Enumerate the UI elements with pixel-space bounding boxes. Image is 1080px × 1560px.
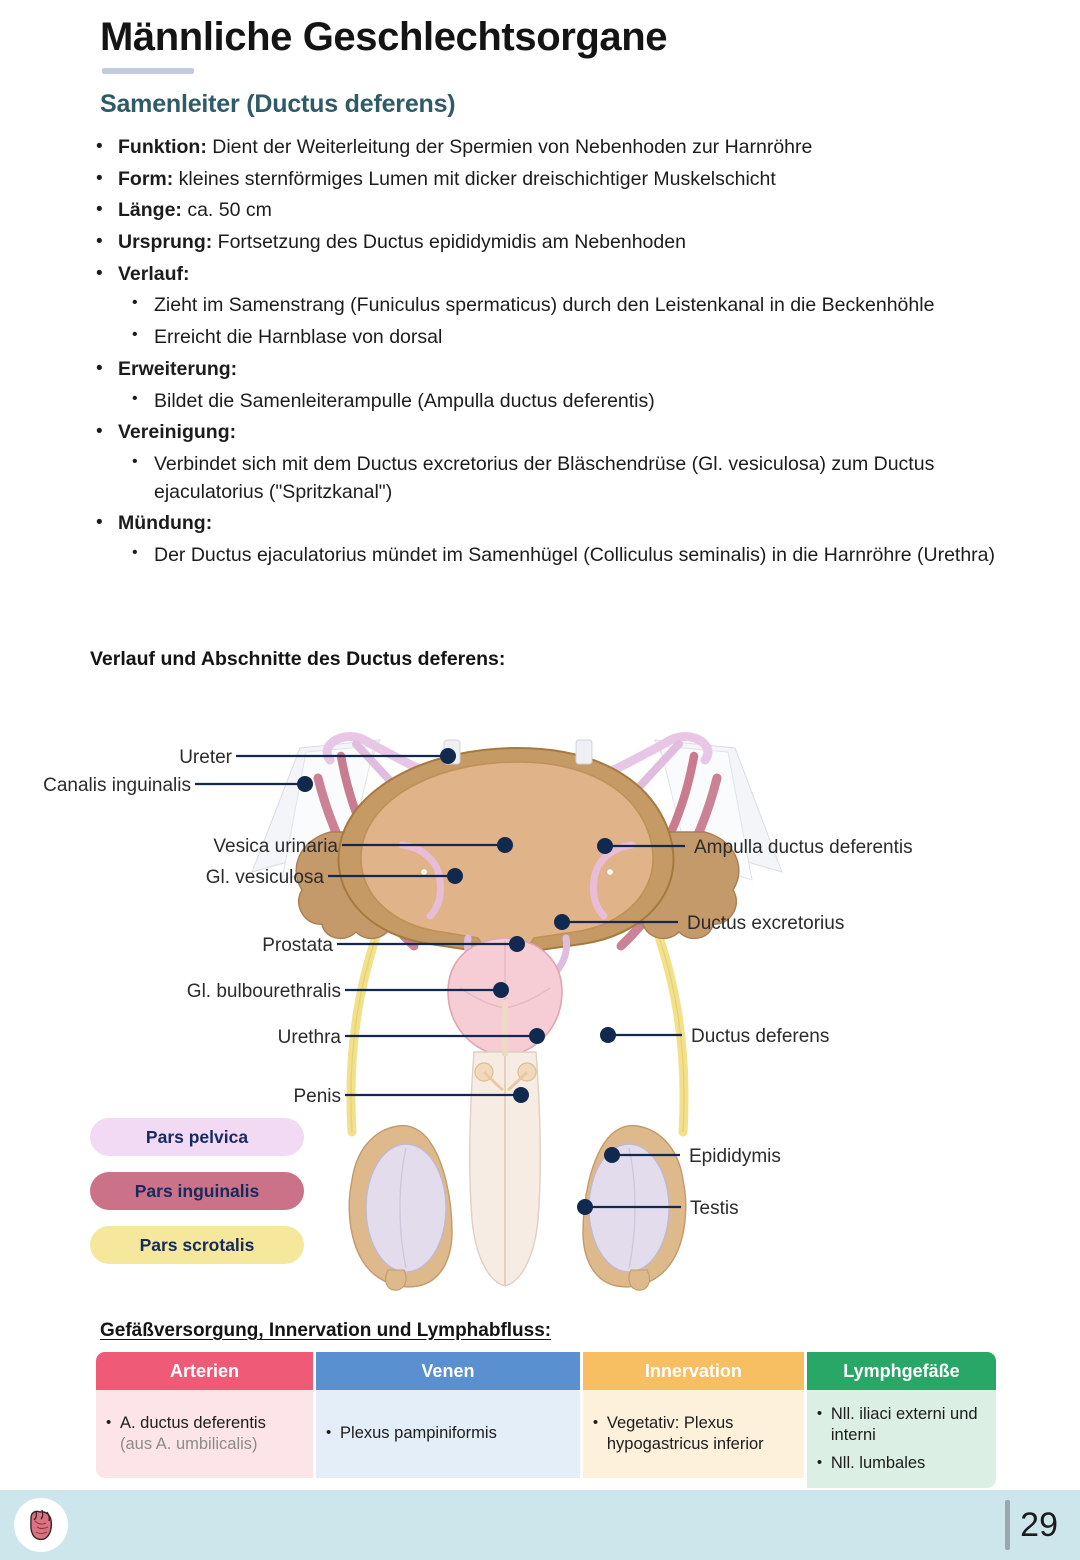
vessels-column-body	[583, 1390, 804, 1478]
bullet-marker-icon: •	[96, 421, 103, 443]
vessels-column	[316, 1352, 580, 1488]
label-urethra: Urethra	[277, 1027, 341, 1048]
label-ampulla-ductus-deferentis: Ampulla ductus deferentis	[694, 837, 913, 858]
page-number: 29	[1020, 1506, 1058, 1544]
bullet-marker-icon: •	[96, 136, 103, 157]
vessels-cell-text: Nll. iliaci externi und interni	[830, 1405, 978, 1445]
heart-icon	[14, 1498, 68, 1552]
vessels-cell-item	[817, 1404, 984, 1447]
bullet-item	[96, 166, 996, 194]
section-subtitle: Samenleiter (Ductus deferens)	[100, 90, 456, 118]
vessels-column	[96, 1352, 313, 1488]
bullet-term: Funktion:	[118, 136, 207, 158]
bullet-marker-icon: •	[326, 1424, 332, 1442]
bullet-text: Form: kleines sternförmiges Lumen mit dicker dreischichtiger Muskelschicht	[118, 167, 776, 190]
label-gl-bulbourethralis: Gl. bulbourethralis	[186, 981, 341, 1002]
bullet-item	[132, 451, 996, 506]
vessels-column-header: Lymphgefäße	[807, 1352, 996, 1390]
bullet-item	[132, 542, 996, 570]
bullet-marker-icon: •	[106, 1413, 112, 1431]
bullet-marker-icon: •	[816, 1453, 823, 1471]
vessels-column-header: Venen	[316, 1352, 580, 1390]
vessels-cell-item	[593, 1413, 792, 1456]
vessels-cell-text: Vegetativ: Plexus hypogastricus inferior	[606, 1413, 764, 1453]
title-underline	[102, 68, 194, 74]
bullet-item	[96, 356, 996, 384]
label-ductus-deferens: Ductus deferens	[691, 1026, 830, 1047]
legend-badge: Pars pelvica	[90, 1118, 304, 1156]
bullet-item	[132, 324, 996, 352]
bullet-text: Länge: ca. 50 cm	[118, 199, 272, 222]
vessels-cell-item	[817, 1453, 984, 1474]
vessels-cell-text: A. ductus deferentis (aus A. umbilicalis)	[120, 1413, 301, 1456]
diagram-legend	[90, 1118, 304, 1280]
label-ductus-excretorius: Ductus excretorius	[687, 913, 845, 934]
bullet-text: Verbindet sich mit dem Ductus excretorius der Bläschendrüse (Gl. vesiculosa) zum Ductus ejaculatorius ("Spritzkanal")	[154, 452, 935, 503]
figure-caption: Verlauf und Abschnitte des Ductus deferens:	[90, 648, 506, 670]
bullet-text	[118, 356, 996, 384]
bullet-item	[132, 292, 996, 320]
bullet-term: Form:	[118, 167, 174, 190]
vessels-cell-item	[106, 1413, 301, 1456]
label-vesica-urinaria: Vesica urinaria	[213, 836, 338, 857]
vessels-column-header: Arterien	[96, 1352, 313, 1390]
page-title: Männliche Geschlechtsorgane	[100, 15, 668, 59]
vessels-column	[807, 1352, 996, 1488]
bullet-marker-icon: •	[132, 294, 138, 312]
bullet-text: Erreicht die Harnblase von dorsal	[154, 326, 443, 349]
bullet-item	[132, 388, 996, 416]
label-epididymis: Epididymis	[689, 1146, 781, 1167]
label-ureter: Ureter	[179, 747, 232, 768]
bullet-marker-icon: •	[132, 389, 138, 407]
bullet-item	[96, 197, 996, 225]
bullet-term: Erweiterung:	[118, 357, 238, 380]
vessels-column	[583, 1352, 804, 1488]
label-testis: Testis	[690, 1198, 739, 1219]
bullet-marker-icon: •	[96, 199, 103, 221]
bullet-text: Zieht im Samenstrang (Funiculus spermaticus) durch den Leistenkanal in die Beckenhöhle	[154, 294, 935, 317]
legend-badge: Pars scrotalis	[90, 1226, 304, 1264]
bullet-marker-icon: •	[132, 543, 138, 561]
vessels-cell-item	[326, 1423, 568, 1444]
label-canalis-inguinalis: Canalis inguinalis	[43, 775, 191, 796]
bullet-term: Vereinigung:	[118, 421, 237, 444]
bullet-marker-icon: •	[96, 357, 103, 379]
bullet-term: Ursprung:	[118, 231, 213, 254]
bullet-marker-icon: •	[816, 1405, 823, 1422]
label-gl-vesiculosa: Gl. vesiculosa	[205, 867, 324, 888]
bullet-marker-icon: •	[96, 167, 103, 189]
bullet-item	[96, 510, 996, 538]
bullet-term: Mündung:	[118, 512, 213, 535]
bullet-text	[118, 510, 996, 538]
bullet-marker-icon: •	[96, 512, 103, 534]
vessels-cell-text: Nll. lumbales	[830, 1453, 926, 1472]
vessels-table	[96, 1352, 996, 1488]
bullet-text	[118, 261, 996, 289]
vessels-column-body	[807, 1390, 996, 1488]
vessels-cell-subtext: (aus A. umbilicalis)	[120, 1435, 258, 1453]
bullet-item	[96, 261, 996, 289]
bullet-term: Verlauf:	[118, 262, 190, 285]
vessels-column-body	[96, 1390, 313, 1478]
bullet-text: Funktion: Dient der Weiterleitung der Spermien von Nebenhoden zur Harnröhre	[118, 136, 813, 158]
bullet-text: Bildet die Samenleiterampulle (Ampulla ductus deferentis)	[154, 389, 655, 412]
bullet-text	[118, 419, 996, 447]
bullet-item	[96, 229, 996, 257]
bullet-marker-icon: •	[96, 262, 103, 284]
page-title-wrap	[100, 14, 667, 61]
bullet-text: Der Ductus ejaculatorius mündet im Samenhügel (Colliculus seminalis) in die Harnröhre (Urethra)	[154, 543, 996, 566]
bullet-marker-icon: •	[96, 231, 103, 253]
bullet-item	[96, 419, 996, 447]
vessels-column-body	[316, 1390, 580, 1478]
bullet-marker-icon: •	[592, 1413, 599, 1431]
legend-badge: Pars inguinalis	[90, 1172, 304, 1210]
content-bullet-list	[96, 134, 996, 574]
bullet-term: Länge:	[118, 199, 182, 222]
label-penis: Penis	[293, 1086, 341, 1107]
page-number-divider	[1005, 1500, 1010, 1550]
label-prostata: Prostata	[262, 935, 333, 956]
bullet-text: Ursprung: Fortsetzung des Ductus epididymidis am Nebenhoden	[118, 231, 686, 254]
bullet-marker-icon: •	[132, 452, 138, 470]
page-footer	[0, 1490, 1080, 1560]
bullet-item	[96, 134, 996, 162]
bullet-marker-icon: •	[132, 326, 138, 344]
vessels-column-header: Innervation	[583, 1352, 804, 1390]
vessels-cell-text: Plexus pampiniformis	[340, 1424, 497, 1443]
vessels-section-title: Gefäßversorgung, Innervation und Lymphabfluss:	[100, 1320, 552, 1341]
